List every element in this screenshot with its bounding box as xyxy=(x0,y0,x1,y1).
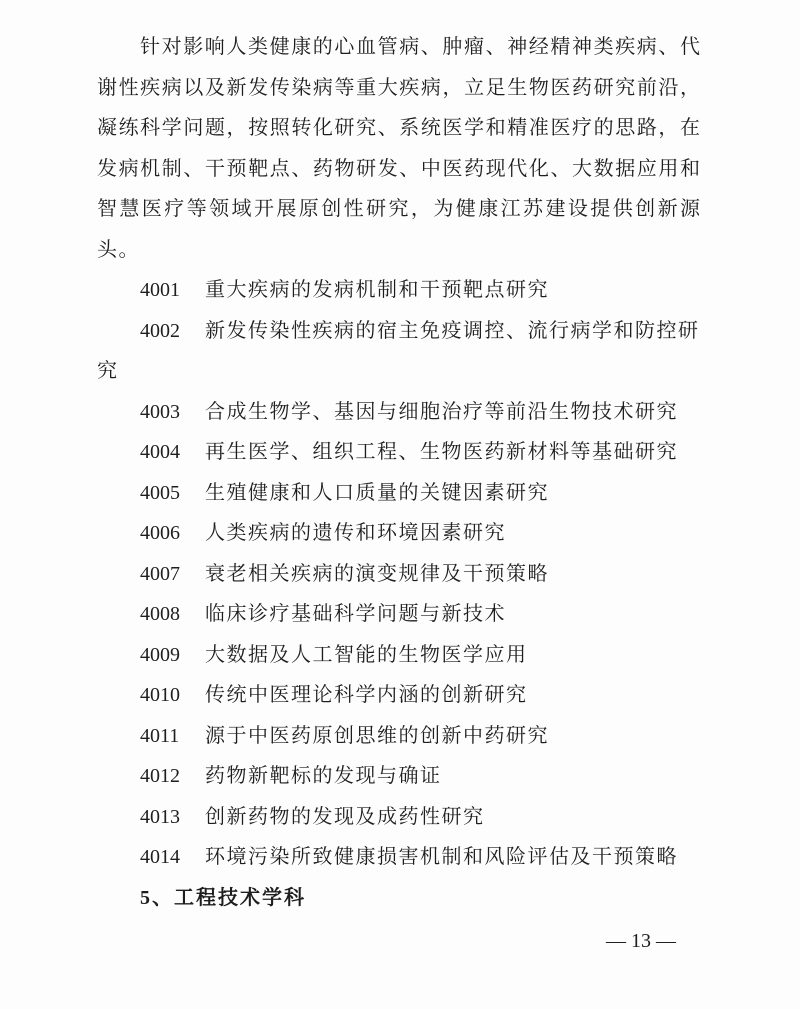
list-item-4010 xyxy=(97,675,700,716)
section-heading: 5、工程技术学科 xyxy=(140,886,306,909)
item-text: 重大疾病的发病机制和干预靶点研究 xyxy=(205,279,549,301)
intro-line-1: 针对影响人类健康的心血管病、肿瘤、神经精神类疾病、代 xyxy=(140,36,700,58)
item-text: 再生医学、组织工程、生物医药新材料等基础研究 xyxy=(205,441,678,463)
item-code: 4001 xyxy=(140,279,180,301)
item-code: 4010 xyxy=(140,684,180,706)
item-code: 4006 xyxy=(140,522,180,544)
list-item-4002 xyxy=(97,311,700,352)
item-code: 4009 xyxy=(140,643,180,666)
item-code: 4004 xyxy=(140,441,180,463)
item-text: 创新药物的发现及成药性研究 xyxy=(205,805,485,828)
item-code: 4007 xyxy=(140,562,180,585)
item-text: 人类疾病的遗传和环境因素研究 xyxy=(205,522,506,544)
page-number: — 13 — xyxy=(606,930,676,952)
item-code: 4002 xyxy=(140,319,180,342)
intro-line-5: 智慧医疗等领域开展原创性研究，为健康江苏建设提供创新源 xyxy=(97,198,700,220)
item-text: 药物新靶标的发现与确证 xyxy=(205,765,442,787)
intro-line-4: 发病机制、干预靶点、药物研发、中医药现代化、大数据应用和 xyxy=(97,157,700,180)
list-item-4005 xyxy=(97,473,700,514)
list-item-4008 xyxy=(97,594,700,635)
list-item-4004 xyxy=(97,432,700,473)
item-code: 4003 xyxy=(140,400,180,423)
intro-line-6: 头。 xyxy=(97,238,140,261)
list-item-4011 xyxy=(97,716,700,757)
list-item-4014 xyxy=(97,837,700,878)
list-item-4012 xyxy=(97,756,700,797)
list-item-4002-continuation: 究 xyxy=(97,360,119,382)
body-text xyxy=(97,27,700,918)
list-item-4006 xyxy=(97,513,700,554)
item-text: 大数据及人工智能的生物医学应用 xyxy=(205,643,528,666)
list-item-4007 xyxy=(97,554,700,595)
item-text: 合成生物学、基因与细胞治疗等前沿生物技术研究 xyxy=(205,400,678,423)
item-code: 4012 xyxy=(140,765,180,787)
item-code: 4013 xyxy=(140,805,180,828)
item-code: 4005 xyxy=(140,481,180,504)
item-text: 环境污染所致健康损害机制和风险评估及干预策略 xyxy=(205,846,678,868)
item-code: 4011 xyxy=(140,724,180,747)
item-text: 传统中医理论科学内涵的创新研究 xyxy=(205,684,528,706)
item-code: 4014 xyxy=(140,846,180,868)
item-code: 4008 xyxy=(140,603,180,625)
item-text: 新发传染性疾病的宿主免疫调控、流行病学和防控研 xyxy=(205,319,700,342)
item-text: 源于中医药原创思维的创新中药研究 xyxy=(205,724,549,747)
intro-line-3: 凝练科学问题，按照转化研究、系统医学和精准医疗的思路，在 xyxy=(97,117,700,139)
list-item-4013 xyxy=(97,797,700,838)
item-text: 生殖健康和人口质量的关键因素研究 xyxy=(205,481,549,504)
item-text: 临床诊疗基础科学问题与新技术 xyxy=(205,603,506,625)
list-item-4009 xyxy=(97,635,700,676)
intro-line-2: 谢性疾病以及新发传染病等重大疾病，立足生物医药研究前沿， xyxy=(97,76,700,99)
list-item-4001 xyxy=(97,270,700,311)
item-text: 衰老相关疾病的演变规律及干预策略 xyxy=(205,562,549,585)
list-item-4003 xyxy=(97,392,700,433)
